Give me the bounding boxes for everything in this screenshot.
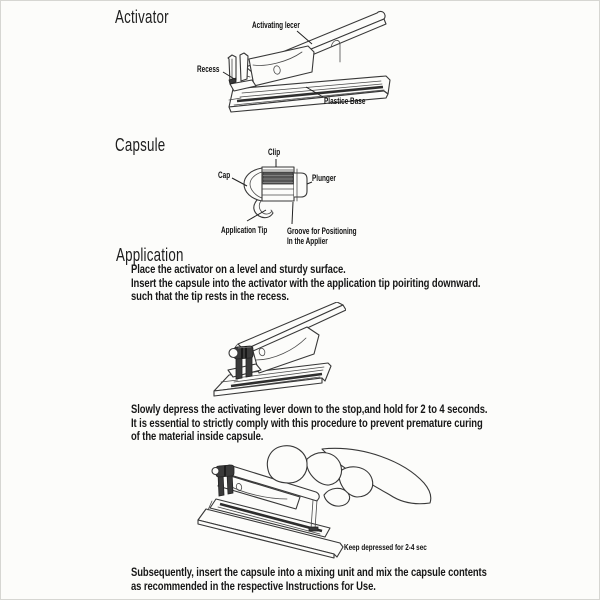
section-title-activator: Activator <box>115 7 169 27</box>
step2-line2: It is essential to strictly comply with this procedure to prevent premature curing <box>131 415 483 430</box>
label-cap: Cap <box>218 170 231 180</box>
label-activating-lever: Activating lecer <box>252 20 300 30</box>
label-plunger: Plunger <box>312 173 336 183</box>
label-keep-depressed: Keep depressed for 2-4 sec <box>344 542 427 552</box>
capsule-diagram <box>205 142 380 246</box>
capsule-inserted-diagram <box>196 302 346 400</box>
step3-line2: as recommended in the respective Instructions for Use. <box>131 578 376 593</box>
label-recess: Recess <box>197 64 220 74</box>
activator-diagram <box>196 10 400 116</box>
section-title-application: Application <box>116 245 184 265</box>
hand-press-diagram <box>172 443 432 561</box>
label-clip: Clip <box>268 147 281 157</box>
step1-line2: Insert the capsule into the activator with the application tip poiriting downward. <box>131 275 481 290</box>
label-plastic-base: Plastice Base <box>324 96 366 106</box>
label-application-tip: Application Tip <box>221 225 268 235</box>
label-groove-line2: In the Applier <box>287 236 328 246</box>
section-title-capsule: Capsule <box>115 135 166 155</box>
label-groove-line1: Groove for Positioning <box>287 226 357 236</box>
label-groove <box>287 226 357 246</box>
capsule-inserted-line-drawing <box>196 302 346 400</box>
step2-line1: Slowly depress the activating lever down to the stop,and hold for 2 to 4 seconds. <box>131 402 488 416</box>
step2-line3: of the material inside capsule. <box>131 429 264 443</box>
step1-line1: Place the activator on a level and sturdy surface. <box>131 262 346 276</box>
step3-line1: Subsequently, insert the capsule into a mixing unit and mix the capsule contents <box>131 565 487 579</box>
step1-line3: such that the tip rests in the recess. <box>131 289 289 303</box>
